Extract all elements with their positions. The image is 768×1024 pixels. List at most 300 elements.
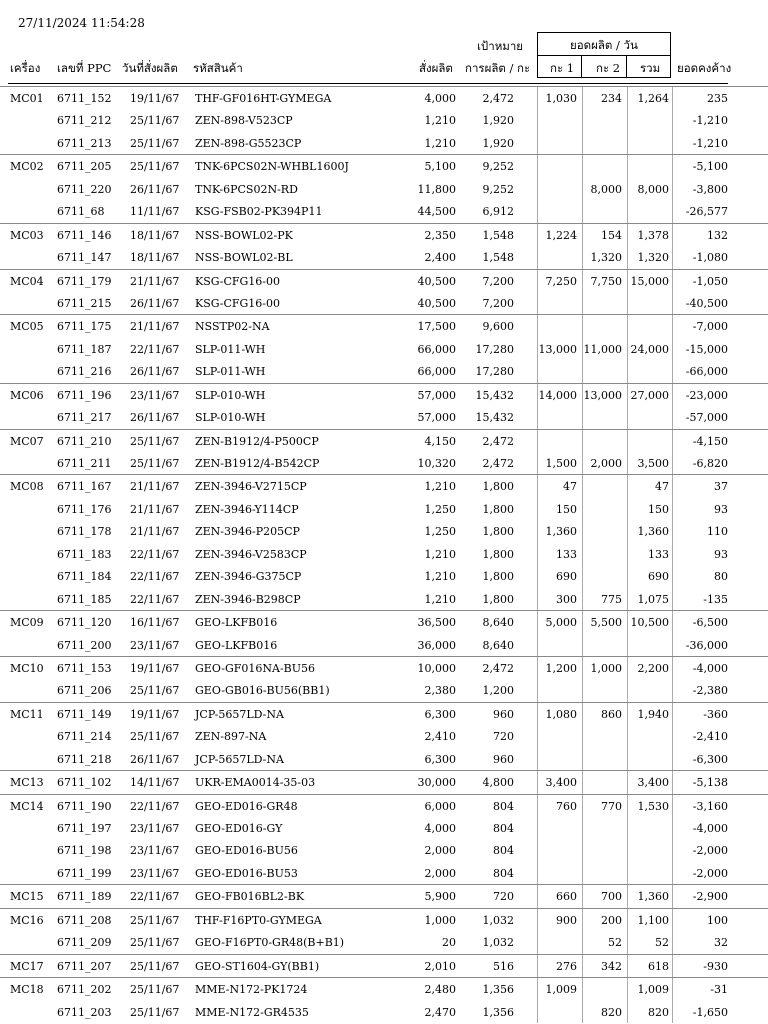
balance-cell: -4,150 — [692, 434, 728, 448]
balance-cell: -4,000 — [692, 822, 728, 835]
column-divider — [537, 132, 538, 154]
column-divider — [537, 475, 538, 497]
column-divider — [582, 1001, 583, 1023]
balance-cell: 80 — [714, 570, 728, 584]
product-code-cell: ZEN-898-V523CP — [195, 114, 293, 128]
shift1-cell: 1,500 — [545, 457, 577, 470]
order-date-cell: 26/11/67 — [130, 296, 180, 310]
target-cell: 8,640 — [482, 638, 514, 652]
shift2-cell: 7,750 — [590, 274, 622, 288]
total-cell: 27,000 — [630, 388, 669, 402]
column-divider — [672, 679, 673, 701]
product-code-cell: GEO-GB016-BU56(BB1) — [195, 684, 330, 698]
target-cell: 1,800 — [482, 480, 514, 494]
column-divider — [582, 200, 583, 222]
column-divider — [627, 200, 628, 222]
target-cell: 1,800 — [482, 592, 514, 606]
column-divider — [627, 795, 628, 817]
column-divider — [537, 634, 538, 656]
order-date-cell: 25/11/67 — [130, 959, 180, 973]
column-divider — [627, 817, 628, 839]
column-divider — [582, 315, 583, 337]
column-divider — [537, 270, 538, 292]
total-cell: 1,320 — [637, 251, 669, 265]
product-code-cell: ZEN-3946-P205CP — [195, 525, 300, 539]
target-cell: 1,356 — [482, 983, 514, 997]
machine-cell: MC02 — [10, 160, 44, 174]
header-order-qty: สั่งผลิต — [419, 61, 453, 75]
order-date-cell: 25/11/67 — [130, 136, 180, 150]
column-divider — [627, 565, 628, 587]
shift2-cell: 13,000 — [583, 388, 622, 402]
target-cell: 960 — [493, 707, 514, 721]
order-qty-cell: 5,900 — [424, 890, 456, 904]
ppc-cell: 6711_200 — [57, 638, 112, 652]
header-balance: ยอดคงค้าง — [677, 61, 732, 75]
table-row — [0, 269, 768, 292]
column-divider — [627, 543, 628, 565]
column-divider — [672, 155, 673, 177]
order-date-cell: 18/11/67 — [130, 251, 180, 265]
total-cell: 10,500 — [630, 616, 669, 630]
column-divider — [537, 703, 538, 725]
balance-cell: 100 — [707, 913, 728, 927]
target-cell: 1,920 — [482, 136, 514, 150]
ppc-cell: 6711_214 — [57, 730, 112, 744]
column-divider — [672, 132, 673, 154]
balance-cell: -6,820 — [692, 457, 728, 470]
column-divider — [672, 931, 673, 953]
column-divider — [582, 178, 583, 200]
total-cell: 1,075 — [637, 592, 669, 606]
shift1-cell: 1,009 — [545, 983, 577, 997]
column-divider — [582, 520, 583, 542]
order-date-cell: 25/11/67 — [130, 457, 180, 470]
column-divider — [627, 315, 628, 337]
machine-cell: MC14 — [10, 799, 44, 813]
column-divider — [672, 1001, 673, 1023]
column-divider — [537, 200, 538, 222]
target-cell: 8,640 — [482, 616, 514, 630]
balance-cell: -5,100 — [692, 160, 728, 174]
target-cell: 15,432 — [475, 411, 514, 425]
column-divider — [627, 109, 628, 131]
product-code-cell: ZEN-B1912/4-B542CP — [195, 457, 320, 470]
column-divider — [537, 885, 538, 907]
column-divider — [537, 955, 538, 977]
order-qty-cell: 6,300 — [424, 752, 456, 766]
ppc-cell: 6711_203 — [57, 1005, 112, 1019]
column-divider — [627, 862, 628, 884]
shift2-cell: 775 — [601, 592, 622, 606]
table-row — [0, 862, 768, 884]
order-qty-cell: 36,500 — [417, 616, 456, 630]
order-date-cell: 26/11/67 — [130, 752, 180, 766]
column-divider — [537, 748, 538, 770]
shift1-cell: 5,000 — [545, 616, 577, 630]
column-divider — [537, 931, 538, 953]
machine-cell: MC13 — [10, 776, 44, 790]
ppc-cell: 6711_213 — [57, 136, 112, 150]
total-cell: 3,500 — [637, 457, 669, 470]
target-cell: 720 — [493, 890, 514, 904]
machine-cell: MC06 — [10, 388, 44, 402]
order-qty-cell: 44,500 — [417, 205, 456, 219]
shift1-cell: 760 — [556, 799, 577, 813]
target-cell: 1,800 — [482, 547, 514, 561]
shift1-cell: 1,360 — [545, 525, 577, 539]
column-divider — [672, 292, 673, 314]
table-row — [0, 246, 768, 268]
column-divider — [672, 498, 673, 520]
balance-cell: -5,138 — [692, 776, 728, 790]
target-cell: 2,472 — [482, 92, 514, 105]
column-divider — [627, 406, 628, 428]
column-divider — [627, 588, 628, 610]
column-divider — [627, 955, 628, 977]
column-divider — [537, 87, 538, 109]
ppc-cell: 6711_68 — [57, 205, 105, 219]
production-table-body — [0, 86, 768, 1023]
column-divider — [672, 795, 673, 817]
product-code-cell: SLP-011-WH — [195, 342, 266, 356]
order-qty-cell: 2,000 — [424, 866, 456, 880]
shift1-cell: 1,030 — [545, 92, 577, 105]
column-divider — [582, 224, 583, 246]
balance-cell: -2,000 — [692, 844, 728, 858]
table-row — [0, 543, 768, 565]
order-qty-cell: 1,210 — [424, 136, 456, 150]
column-divider — [582, 817, 583, 839]
column-divider — [627, 1001, 628, 1023]
column-divider — [582, 885, 583, 907]
column-divider — [627, 909, 628, 931]
table-row — [0, 770, 768, 793]
balance-cell: 37 — [714, 480, 728, 494]
column-divider — [672, 611, 673, 633]
shift1-cell: 13,000 — [538, 342, 577, 356]
target-cell: 2,472 — [482, 661, 514, 675]
balance-cell: -1,650 — [692, 1005, 728, 1019]
total-cell: 1,264 — [637, 92, 669, 105]
product-code-cell: GEO-FB016BL2-BK — [195, 890, 305, 904]
column-divider — [672, 200, 673, 222]
column-divider — [627, 771, 628, 793]
machine-cell: MC07 — [10, 434, 44, 448]
shift1-cell: 300 — [556, 592, 577, 606]
target-cell: 1,800 — [482, 525, 514, 539]
column-divider — [627, 931, 628, 953]
product-code-cell: GEO-ED016-BU53 — [195, 866, 298, 880]
column-divider — [537, 543, 538, 565]
target-cell: 1,200 — [482, 684, 514, 698]
ppc-cell: 6711_220 — [57, 182, 112, 196]
column-divider — [672, 338, 673, 360]
balance-cell: 93 — [714, 502, 728, 516]
ppc-cell: 6711_197 — [57, 822, 112, 835]
total-cell: 1,100 — [637, 913, 669, 927]
product-code-cell: ZEN-B1912/4-P500CP — [195, 434, 319, 448]
column-divider — [537, 862, 538, 884]
total-cell: 52 — [655, 936, 669, 950]
product-code-cell: MME-N172-PK1724 — [195, 983, 308, 997]
product-code-cell: ZEN-898-G5523CP — [195, 136, 302, 150]
ppc-cell: 6711_102 — [57, 776, 112, 790]
ppc-cell: 6711_153 — [57, 661, 112, 675]
target-cell: 9,252 — [482, 160, 514, 174]
table-row — [0, 109, 768, 131]
product-code-cell: THF-GF016HT-GYMEGA — [195, 92, 332, 105]
target-cell: 1,032 — [482, 936, 514, 950]
total-cell: 24,000 — [630, 342, 669, 356]
order-qty-cell: 1,000 — [424, 913, 456, 927]
shift2-cell: 1,320 — [590, 251, 622, 265]
order-date-cell: 25/11/67 — [130, 684, 180, 698]
column-divider — [672, 452, 673, 474]
ppc-cell: 6711_207 — [57, 959, 112, 973]
order-date-cell: 19/11/67 — [130, 92, 180, 105]
ppc-cell: 6711_199 — [57, 866, 112, 880]
report-timestamp: 27/11/2024 11:54:28 — [18, 16, 145, 30]
target-cell: 516 — [493, 959, 514, 973]
ppc-cell: 6711_216 — [57, 365, 112, 379]
order-qty-cell: 10,320 — [417, 457, 456, 470]
shift2-cell: 52 — [608, 936, 622, 950]
column-divider — [672, 565, 673, 587]
column-divider — [672, 178, 673, 200]
ppc-cell: 6711_189 — [57, 890, 112, 904]
column-divider — [627, 978, 628, 1000]
column-divider — [537, 109, 538, 131]
column-divider — [672, 109, 673, 131]
product-code-cell: KSG-CFG16-00 — [195, 296, 281, 310]
order-date-cell: 22/11/67 — [130, 547, 180, 561]
balance-cell: -930 — [703, 959, 728, 973]
ppc-cell: 6711_184 — [57, 570, 112, 584]
column-divider — [582, 795, 583, 817]
machine-cell: MC10 — [10, 661, 44, 675]
total-cell: 1,530 — [637, 799, 669, 813]
column-divider — [627, 452, 628, 474]
column-divider — [627, 178, 628, 200]
shift2-cell: 5,500 — [590, 616, 622, 630]
order-qty-cell: 5,100 — [424, 160, 456, 174]
order-date-cell: 23/11/67 — [130, 844, 180, 858]
order-date-cell: 25/11/67 — [130, 160, 180, 174]
order-qty-cell: 11,800 — [417, 182, 456, 196]
order-date-cell: 22/11/67 — [130, 592, 180, 606]
column-divider — [582, 978, 583, 1000]
column-divider — [537, 360, 538, 382]
column-divider — [627, 839, 628, 861]
column-divider — [582, 748, 583, 770]
total-cell: 8,000 — [637, 182, 669, 196]
order-qty-cell: 2,410 — [424, 730, 456, 744]
order-date-cell: 23/11/67 — [130, 388, 180, 402]
column-divider — [672, 246, 673, 268]
column-divider — [627, 87, 628, 109]
ppc-cell: 6711_120 — [57, 616, 112, 630]
order-qty-cell: 4,150 — [424, 434, 456, 448]
balance-cell: -2,900 — [692, 890, 728, 904]
header-production-per-day: ยอดผลิต / วัน — [570, 38, 638, 52]
product-code-cell: GEO-ED016-GR48 — [195, 799, 298, 813]
balance-cell: -3,800 — [692, 182, 728, 196]
order-date-cell: 18/11/67 — [130, 228, 180, 242]
column-divider — [627, 725, 628, 747]
total-cell: 15,000 — [630, 274, 669, 288]
header-machine: เครื่อง — [10, 61, 41, 75]
ppc-cell: 6711_187 — [57, 342, 112, 356]
target-cell: 1,800 — [482, 502, 514, 516]
target-cell: 4,800 — [482, 776, 514, 790]
machine-cell: MC04 — [10, 274, 44, 288]
order-date-cell: 26/11/67 — [130, 365, 180, 379]
product-code-cell: ZEN-3946-Y114CP — [195, 502, 299, 516]
column-divider — [537, 1001, 538, 1023]
order-qty-cell: 1,210 — [424, 570, 456, 584]
balance-cell: -360 — [703, 707, 728, 721]
order-date-cell: 11/11/67 — [130, 205, 180, 219]
target-cell: 1,032 — [482, 913, 514, 927]
shift2-cell: 342 — [601, 959, 622, 973]
ppc-cell: 6711_185 — [57, 592, 112, 606]
product-code-cell: SLP-010-WH — [195, 388, 266, 402]
shift2-cell: 200 — [601, 913, 622, 927]
column-divider — [537, 520, 538, 542]
table-row — [0, 817, 768, 839]
target-cell: 1,800 — [482, 570, 514, 584]
column-divider — [672, 224, 673, 246]
column-divider — [672, 87, 673, 109]
order-qty-cell: 66,000 — [417, 365, 456, 379]
column-divider — [672, 817, 673, 839]
order-date-cell: 23/11/67 — [130, 866, 180, 880]
table-row — [0, 588, 768, 610]
column-divider — [672, 703, 673, 725]
column-divider — [537, 839, 538, 861]
column-divider — [582, 679, 583, 701]
product-code-cell: THF-F16PT0-GYMEGA — [195, 913, 322, 927]
ppc-cell: 6711_209 — [57, 936, 112, 950]
ppc-cell: 6711_152 — [57, 92, 112, 105]
target-cell: 6,912 — [482, 205, 514, 219]
balance-cell: -2,410 — [692, 730, 728, 744]
shift1-cell: 1,224 — [545, 228, 577, 242]
column-divider — [582, 155, 583, 177]
ppc-cell: 6711_167 — [57, 480, 112, 494]
ppc-cell: 6711_146 — [57, 228, 112, 242]
order-qty-cell: 57,000 — [417, 388, 456, 402]
balance-cell: -2,380 — [692, 684, 728, 698]
shift2-cell: 700 — [601, 890, 622, 904]
column-divider — [582, 725, 583, 747]
column-divider — [627, 498, 628, 520]
column-divider — [537, 795, 538, 817]
order-qty-cell: 1,250 — [424, 502, 456, 516]
product-code-cell: ZEN-3946-G375CP — [195, 570, 302, 584]
order-date-cell: 19/11/67 — [130, 661, 180, 675]
machine-cell: MC01 — [10, 92, 44, 105]
total-cell: 1,940 — [637, 707, 669, 721]
product-code-cell: KSG-CFG16-00 — [195, 274, 281, 288]
header-product-code: รหัสสินค้า — [193, 61, 243, 75]
table-row — [0, 977, 768, 1000]
ppc-cell: 6711_205 — [57, 160, 112, 174]
order-qty-cell: 40,500 — [417, 274, 456, 288]
shift1-cell: 660 — [556, 890, 577, 904]
column-divider — [582, 657, 583, 679]
ppc-cell: 6711_190 — [57, 799, 112, 813]
ppc-cell: 6711_147 — [57, 251, 112, 265]
order-qty-cell: 2,010 — [424, 959, 456, 973]
column-divider — [627, 657, 628, 679]
column-divider — [582, 452, 583, 474]
column-divider — [627, 384, 628, 406]
table-row — [0, 154, 768, 177]
order-date-cell: 22/11/67 — [130, 570, 180, 584]
ppc-cell: 6711_196 — [57, 388, 112, 402]
balance-cell: -31 — [710, 983, 728, 997]
product-code-cell: ZEN-3946-V2583CP — [195, 547, 307, 561]
balance-cell: -135 — [703, 592, 728, 606]
ppc-cell: 6711_217 — [57, 411, 112, 425]
shift1-cell: 276 — [556, 959, 577, 973]
balance-cell: -1,210 — [692, 136, 728, 150]
order-qty-cell: 2,480 — [424, 983, 456, 997]
product-code-cell: GEO-F16PT0-GR48(B+B1) — [195, 936, 345, 950]
order-qty-cell: 17,500 — [417, 320, 456, 334]
column-divider — [627, 224, 628, 246]
column-divider — [537, 315, 538, 337]
column-divider — [627, 338, 628, 360]
column-divider — [627, 703, 628, 725]
product-code-cell: GEO-GF016NA-BU56 — [195, 661, 316, 675]
balance-cell: -1,050 — [692, 274, 728, 288]
table-row — [0, 383, 768, 406]
column-divider — [582, 270, 583, 292]
column-divider — [672, 978, 673, 1000]
balance-cell: -36,000 — [685, 638, 728, 652]
shift1-cell: 900 — [556, 913, 577, 927]
balance-cell: -2,000 — [692, 866, 728, 880]
target-cell: 17,280 — [475, 342, 514, 356]
product-code-cell: NSS-BOWL02-BL — [195, 251, 293, 265]
column-divider — [672, 862, 673, 884]
column-divider — [627, 292, 628, 314]
table-row — [0, 406, 768, 428]
column-divider — [537, 771, 538, 793]
product-code-cell: ZEN-3946-V2715CP — [195, 480, 307, 494]
table-row — [0, 634, 768, 656]
order-qty-cell: 10,000 — [417, 661, 456, 675]
ppc-cell: 6711_149 — [57, 707, 112, 721]
product-code-cell: NSS-BOWL02-PK — [195, 228, 293, 242]
column-divider — [627, 679, 628, 701]
total-cell: 820 — [648, 1005, 669, 1019]
table-row — [0, 839, 768, 861]
balance-cell: -4,000 — [692, 661, 728, 675]
table-row — [0, 86, 768, 109]
column-divider — [537, 178, 538, 200]
target-cell: 804 — [493, 866, 514, 880]
product-code-cell: ZEN-3946-B298CP — [195, 592, 301, 606]
balance-cell: 32 — [714, 936, 728, 950]
column-divider — [582, 543, 583, 565]
shift1-cell: 1,080 — [545, 707, 577, 721]
total-cell: 1,360 — [637, 890, 669, 904]
order-date-cell: 21/11/67 — [130, 274, 180, 288]
